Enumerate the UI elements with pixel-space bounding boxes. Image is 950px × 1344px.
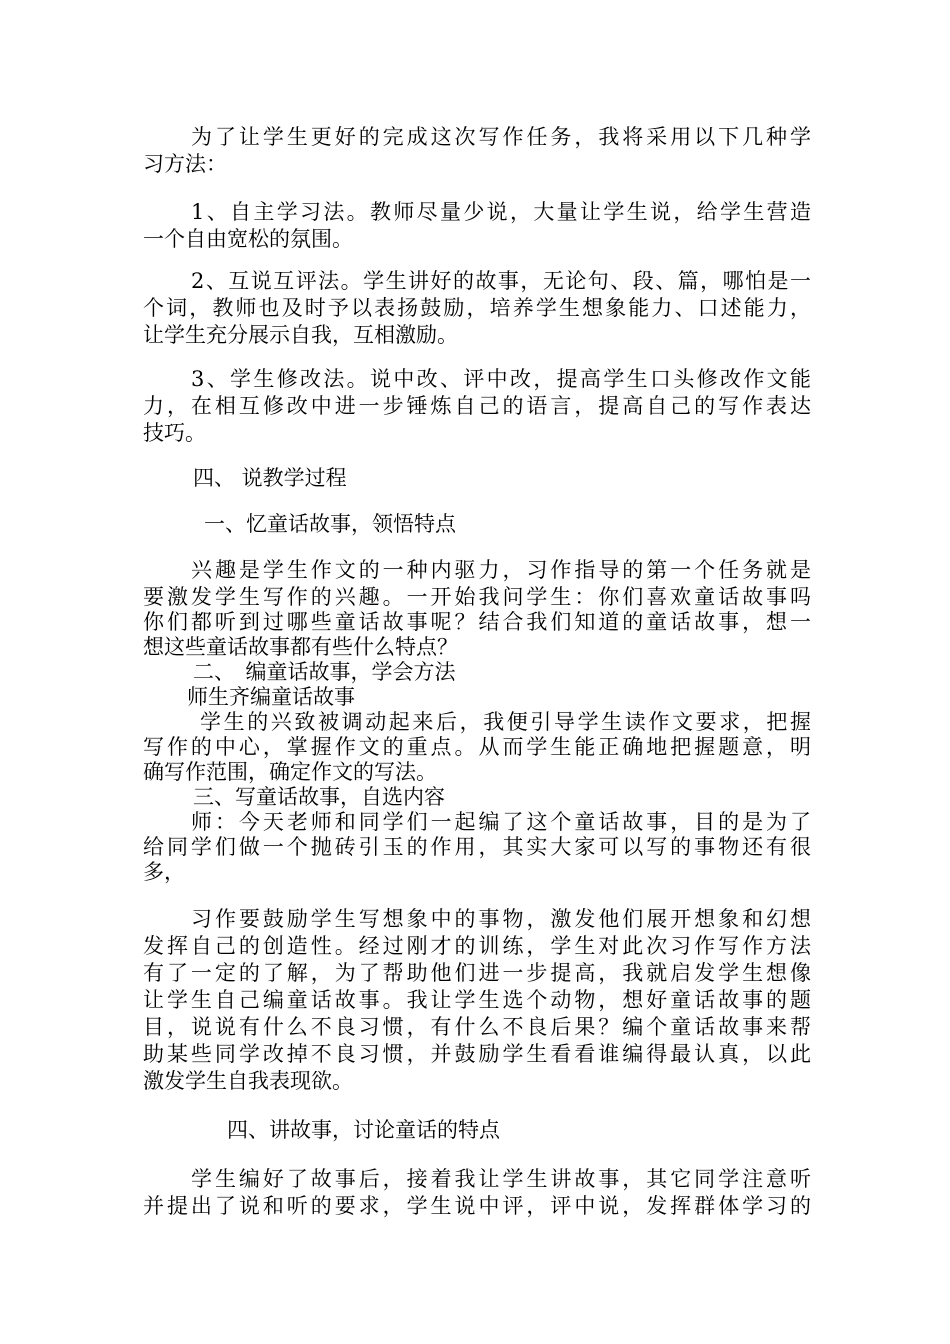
imagine-line-2: 发挥自己的创造性。经过刚才的训练，学生对此次习作写作方法 xyxy=(143,934,811,958)
intro-line-1: 为了让学生更好的完成这次写作任务，我将采用以下几种学 xyxy=(191,125,811,149)
intro-line-2: 习方法： xyxy=(143,152,227,176)
imagine-line-7: 激发学生自我表现欲。 xyxy=(143,1069,353,1093)
method3-line-1: 3、学生修改法。说中改、评中改，提高学生口头修改作文能 xyxy=(191,367,811,391)
step-3-heading: 三、写童话故事，自选内容 xyxy=(193,785,445,809)
tell-line-2: 并提出了说和听的要求，学生说中评，评中说，发挥群体学习的 xyxy=(143,1194,811,1218)
step-1-heading: 一、忆童话故事，领悟特点 xyxy=(204,512,456,536)
step-2-heading: 二、 编童话故事，学会方法 xyxy=(193,660,456,684)
interest-line-2: 要激发学生写作的兴趣。一开始我问学生：你们喜欢童话故事吗 xyxy=(143,585,811,609)
interest-line-4: 想这些童话故事都有些什么特点？ xyxy=(143,635,458,659)
imagine-line-6: 助某些同学改掉不良习惯，并鼓励学生看看谁编得最认真，以此 xyxy=(143,1042,811,1066)
step-2-subheading: 师生齐编童话故事 xyxy=(187,685,355,709)
imagine-line-4: 让学生自己编童话故事。我让学生选个动物，想好童话故事的题 xyxy=(143,988,811,1012)
teacher-line-3: 多， xyxy=(143,860,185,884)
guide-line-3: 确写作范围，确定作文的写法。 xyxy=(143,760,437,784)
interest-line-1: 兴趣是学生作文的一种内驱力，习作指导的第一个任务就是 xyxy=(191,558,811,582)
method2-line-2: 个词，教师也及时予以表扬鼓励，培养学生想象能力、口述能力， xyxy=(143,296,811,320)
guide-line-1: 学生的兴致被调动起来后，我便引导学生读作文要求，把握 xyxy=(200,710,811,734)
method2-line-3: 让学生充分展示自我，互相激励。 xyxy=(143,323,458,347)
method3-line-3: 技巧。 xyxy=(143,421,206,445)
teacher-line-2: 给同学们做一个抛砖引玉的作用，其实大家可以写的事物还有很 xyxy=(143,835,811,859)
method2-line-1: 2、互说互评法。学生讲好的故事，无论句、段、篇，哪怕是一 xyxy=(191,269,811,293)
section-4-heading: 四、 说教学过程 xyxy=(193,466,347,490)
method3-line-2: 力，在相互修改中进一步锤炼自己的语言，提高自己的写作表达 xyxy=(143,394,811,418)
method1-line-1: 1、自主学习法。教师尽量少说，大量让学生说，给学生营造 xyxy=(191,200,811,224)
step-4-heading: 四、讲故事，讨论童话的特点 xyxy=(227,1118,500,1142)
imagine-line-3: 有了一定的了解，为了帮助他们进一步提高，我就启发学生想像 xyxy=(143,961,811,985)
imagine-line-1: 习作要鼓励学生写想象中的事物，激发他们展开想象和幻想 xyxy=(191,907,811,931)
guide-line-2: 写作的中心，掌握作文的重点。从而学生能正确地把握题意，明 xyxy=(143,735,811,759)
interest-line-3: 你们都听到过哪些童话故事呢？结合我们知道的童话故事，想一 xyxy=(143,610,811,634)
tell-line-1: 学生编好了故事后，接着我让学生讲故事，其它同学注意听 xyxy=(191,1167,811,1191)
method1-line-2: 一个自由宽松的氛围。 xyxy=(143,227,353,251)
teacher-line-1: 师：今天老师和同学们一起编了这个童话故事，目的是为了 xyxy=(191,810,811,834)
imagine-line-5: 目，说说有什么不良习惯，有什么不良后果？编个童话故事来帮 xyxy=(143,1015,811,1039)
